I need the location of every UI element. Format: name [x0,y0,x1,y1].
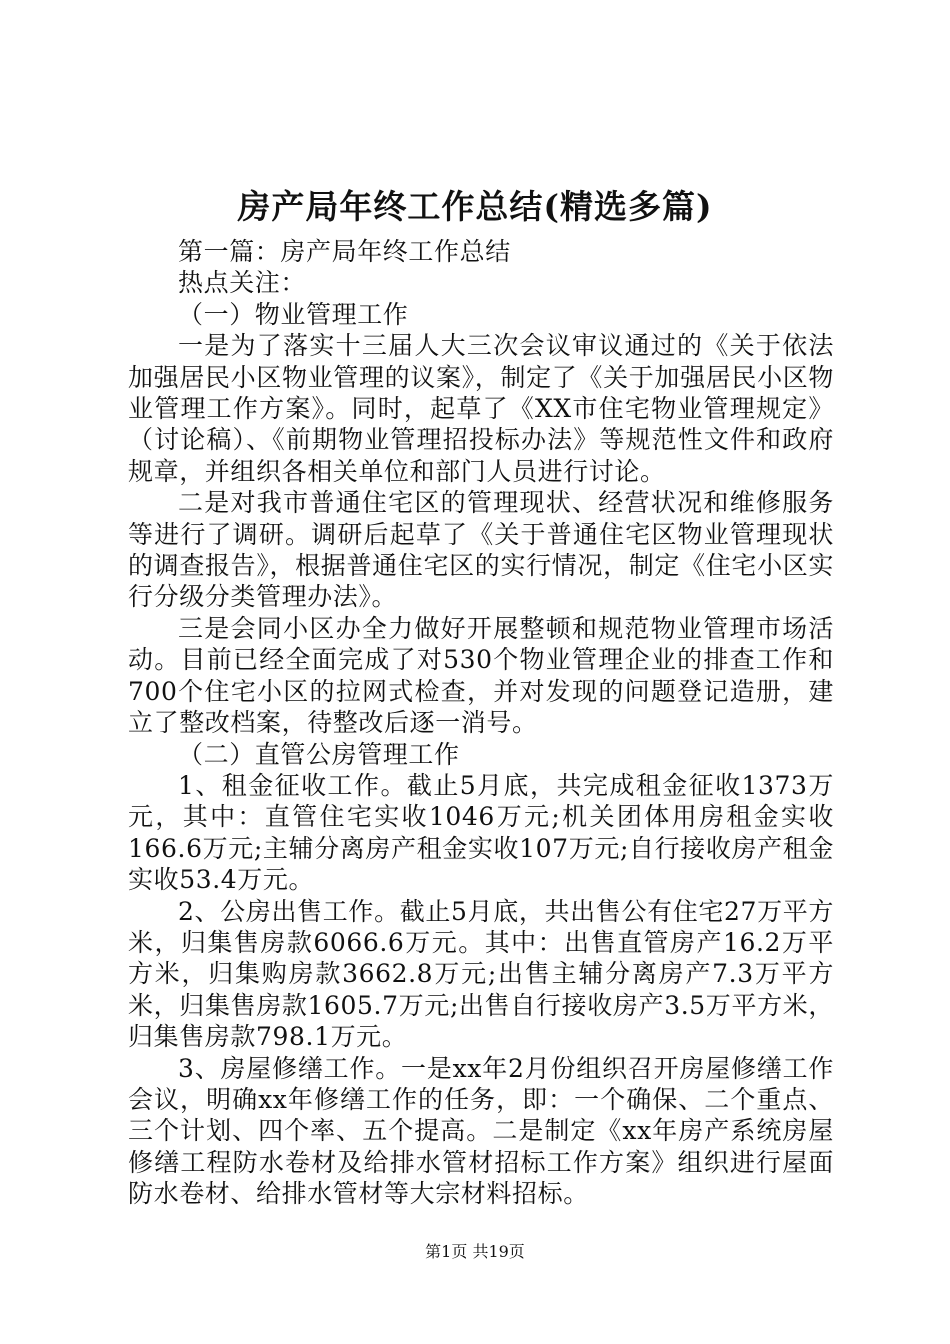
paragraph: 1、租金征收工作。截止5月底，共完成租金征收1373万元，其中：直管住宅实收1046万元;机关团体用房租金实收166.6万元;主辅分离房产租金实收107万元;自行接收房产租金实收53.4万元。 [128,770,834,895]
paragraph: 3、房屋修缮工作。一是xx年2月份组织召开房屋修缮工作会议，明确xx年修缮工作的任务，即：一个确保、二个重点、三个计划、四个率、五个提高。二是制定《xx年房产系统房屋修缮工程防水卷材及给排水管材招标工作方案》组织进行屋面防水卷材、给排水管材等大宗材料招标。 [128,1053,834,1209]
paragraph: 二是对我市普通住宅区的管理现状、经营状况和维修服务等进行了调研。调研后起草了《关于普通住宅区物业管理现状的调查报告》，根据普通住宅区的实行情况，制定《住宅小区实行分级分类管理办法》。 [128,488,834,612]
paragraph: 一是为了落实十三届人大三次会议审议通过的《关于依法加强居民小区物业管理的议案》，制定了《关于加强居民小区物业管理工作方案》。同时，起草了《XX市住宅物业管理规定》（讨论稿）、《前期物业管理招投标办法》等规范性文件和政府规章，并组织各相关单位和部门人员进行讨论。 [128,331,834,486]
document-title: 房产局年终工作总结(精选多篇) [237,187,713,226]
section-heading: 第一篇：房产局年终工作总结 [178,237,511,266]
paragraph: 2、公房出售工作。截止5月底，共出售公有住宅27万平方米，归集售房款6066.6万元。其中：出售直管房产16.2万平方米，归集购房款3662.8万元;出售主辅分离房产7.3万平方米，归集售房款1605.7万元;出售自行接收房产3.5万平方米，归集售房款798.1万元。 [128,896,834,1052]
document-body [128,236,834,1210]
subsection-heading: （二）直管公房管理工作 [178,739,460,769]
paragraph: 三是会同小区办全力做好开展整顿和规范物业管理市场活动。目前已经全面完成了对530个物业管理企业的排查工作和700个住宅小区的拉网式检查，并对发现的问题登记造册，建立了整改档案，待整改后逐一消号。 [128,613,834,738]
subsection-heading: （一）物业管理工作 [178,299,409,329]
hot-topic-label: 热点关注： [178,268,307,298]
page-footer: 第1页 共19页 [425,1242,525,1261]
